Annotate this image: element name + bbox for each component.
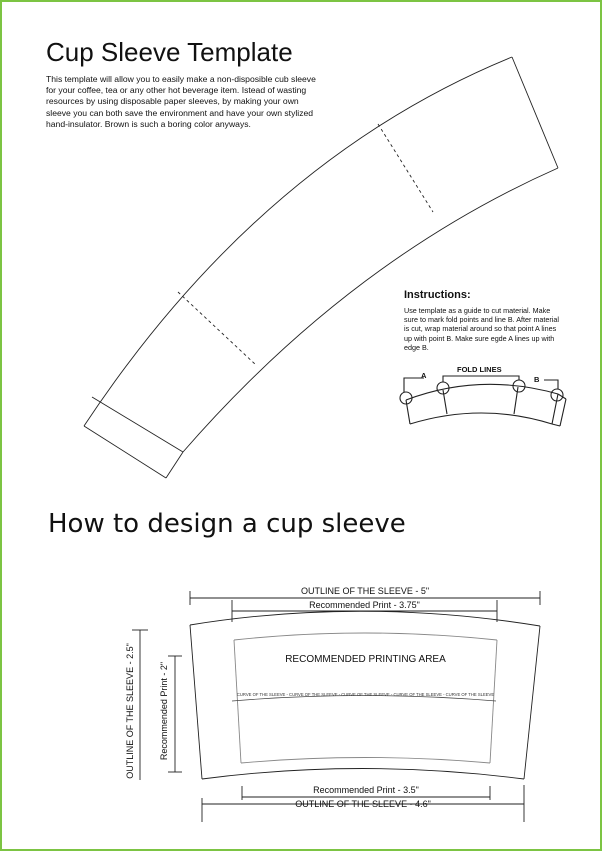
instructions-text: Use template as a guide to cut material. Make sure to mark fold points and line B. After material is cut, wrap material around so that point A lines up with point B. Make sure egde A lines up with edge B. (404, 306, 560, 352)
design-sleeve-top (190, 611, 540, 626)
fold-line-2 (378, 124, 433, 212)
top-print-label: Recommended Print - 3.75" (309, 600, 420, 610)
curve-text: CURVE OF THE SLEEVE - CURVE OF THE SLEEVE - CURVE OF THE SLEEVE - CURVE OF THE SLEEVE - CURVE OF THE SLEEVE (236, 692, 495, 697)
instructions-title: Instructions: (404, 289, 471, 301)
fold-line-1 (178, 292, 256, 365)
intro-paragraph: This template will allow you to easily make a non-disposible cub sleeve for your coffee, tea or any other hot beverage item. Istead of wasting resources by using disposable paper sleeves, by making your own sleeve you can both save the environment and have your own stylized hand-insulator. Brown is such a boring color anyways. (46, 74, 316, 129)
design-sleeve-bottom (202, 769, 524, 780)
bottom-outline-label: OUTLINE OF THE SLEEVE - 4.6" (295, 799, 431, 809)
sleeve-tab-top (92, 397, 183, 452)
design-heading: How to design a cup sleeve (48, 509, 406, 539)
point-a-label: A (421, 371, 427, 380)
printing-area-top (234, 633, 497, 640)
point-b-label: B (534, 375, 540, 384)
printing-area-label: RECOMMENDED PRINTING AREA (285, 654, 446, 665)
fold-lines-label: FOLD LINES (457, 365, 502, 374)
left-print-label: Recommended Print - 2" (159, 661, 169, 761)
page-title: Cup Sleeve Template (46, 37, 293, 67)
left-outline-label: OUTLINE OF THE SLEEVE - 2.5" (125, 643, 135, 779)
sleeve-outer-edge (84, 57, 512, 426)
sleeve-tab-bottom (166, 452, 183, 478)
sleeve-right-edge (512, 57, 558, 168)
printing-area-bottom (241, 758, 490, 764)
instruction-diagram (400, 376, 566, 426)
top-outline-label: OUTLINE OF THE SLEEVE - 5" (300, 586, 430, 596)
bottom-print-label: Recommended Print - 3.5" (313, 785, 419, 795)
